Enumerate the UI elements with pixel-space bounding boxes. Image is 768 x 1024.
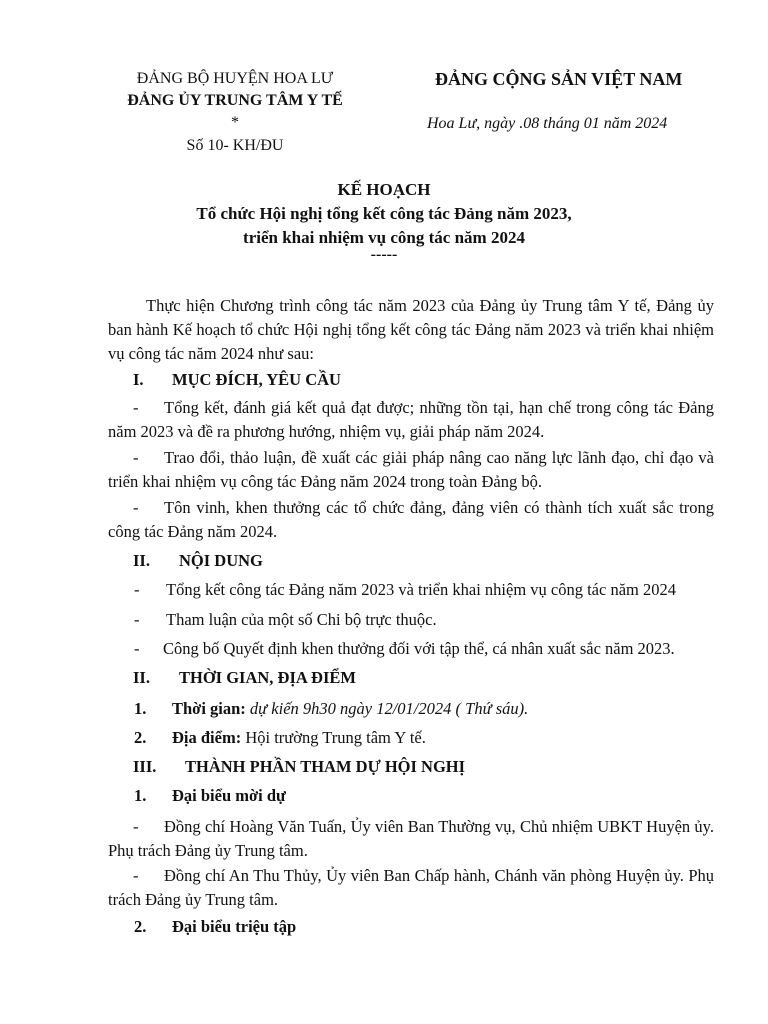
list-dash: - [134, 639, 140, 658]
section4-number: III. [133, 757, 157, 776]
document-title: KẾ HOẠCH [337, 180, 431, 199]
list-dash: - [133, 398, 139, 417]
sub1-item-text: Đồng chí Hoàng Văn Tuấn, Ủy viên Ban Thường vụ, Chủ nhiệm UBKT Huyện ủy. Phụ trách Đảng ủy Trung tâm. [108, 817, 714, 860]
section1-item-text: Tôn vinh, khen thưởng các tổ chức đảng, đảng viên có thành tích xuất sắc trong công tác Đảng năm 2024. [108, 498, 714, 541]
time-number: 1. [134, 699, 147, 718]
time-row [172, 699, 528, 719]
party-title: ĐẢNG CỘNG SẢN VIỆT NAM [435, 69, 683, 89]
section1-title: MỤC ĐÍCH, YÊU CẦU [172, 370, 341, 389]
section3-number: II. [133, 668, 150, 687]
section1-item [108, 496, 714, 544]
place-value: Hội trường Trung tâm Y tế. [245, 728, 426, 747]
section1-item [108, 446, 714, 494]
sub1-item [108, 815, 714, 863]
section1-item [108, 396, 714, 444]
section2-item: Tổng kết công tác Đảng năm 2023 và triển khai nhiệm vụ công tác năm 2024 [166, 580, 676, 599]
time-label: Thời gian: [172, 699, 246, 718]
section2-item: Tham luận của một số Chi bộ trực thuộc. [166, 610, 437, 629]
party-committee-name: ĐẢNG BỘ HUYỆN HOA LƯ [136, 70, 334, 87]
header-star: * [231, 114, 239, 131]
list-dash: - [133, 866, 139, 885]
document-subtitle-line2: triển khai nhiệm vụ công tác năm 2024 [243, 228, 525, 247]
section2-item: Công bố Quyết định khen thưởng đối với tập thể, cá nhân xuất sắc năm 2023. [163, 639, 675, 658]
place-row [172, 728, 426, 748]
sub1-item-text: Đồng chí An Thu Thủy, Ủy viên Ban Chấp hành, Chánh văn phòng Huyện ủy. Phụ trách Đảng ủy Trung tâm. [108, 866, 714, 909]
section4-title: THÀNH PHẦN THAM DỰ HỘI NGHỊ [185, 757, 466, 776]
section1-number: I. [133, 370, 144, 389]
section3-title: THỜI GIAN, ĐỊA ĐIỂM [179, 668, 356, 687]
title-separator: ----- [370, 246, 398, 263]
place-number: 2. [134, 728, 147, 747]
document-date: Hoa Lư, ngày .08 tháng 01 năm 2024 [427, 115, 668, 132]
section1-item-text: Trao đổi, thảo luận, đề xuất các giải pháp nâng cao năng lực lãnh đạo, chỉ đạo và triển khai nhiệm vụ công tác Đảng năm 2024 trong toàn Đảng bộ. [108, 448, 714, 491]
document-subtitle-line1: Tổ chức Hội nghị tổng kết công tác Đảng năm 2023, [196, 204, 572, 223]
section1-item-text: Tổng kết, đánh giá kết quả đạt được; những tồn tại, hạn chế trong công tác Đảng năm 2023 và đề ra phương hướng, nhiệm vụ, giải pháp năm 2024. [108, 398, 714, 441]
section2-number: II. [133, 551, 150, 570]
section2-title: NỘI DUNG [179, 551, 263, 570]
document-number: Số 10- KH/ĐU [186, 137, 284, 154]
sub2-title: Đại biểu triệu tập [172, 917, 297, 936]
list-dash: - [133, 448, 139, 467]
place-label: Địa điểm: [172, 728, 242, 747]
list-dash: - [133, 498, 139, 517]
sub1-number: 1. [134, 786, 147, 805]
organization-name: ĐẢNG ỦY TRUNG TÂM Y TẾ [127, 92, 343, 109]
time-value: dự kiến 9h30 ngày 12/01/2024 ( Thứ sáu). [249, 699, 529, 718]
sub1-title: Đại biểu mời dự [172, 786, 286, 805]
sub1-item [108, 864, 714, 912]
intro-paragraph: Thực hiện Chương trình công tác năm 2023 của Đảng ủy Trung tâm Y tế, Đảng ủy ban hành Kế hoạch tổ chức Hội nghị tổng kết công tác Đảng năm 2023 và triển khai nhiệm vụ công tác năm 2024 như sau: [108, 296, 714, 363]
list-dash: - [133, 817, 139, 836]
list-dash: - [134, 580, 140, 599]
sub2-number: 2. [134, 917, 147, 936]
list-dash: - [134, 610, 140, 629]
